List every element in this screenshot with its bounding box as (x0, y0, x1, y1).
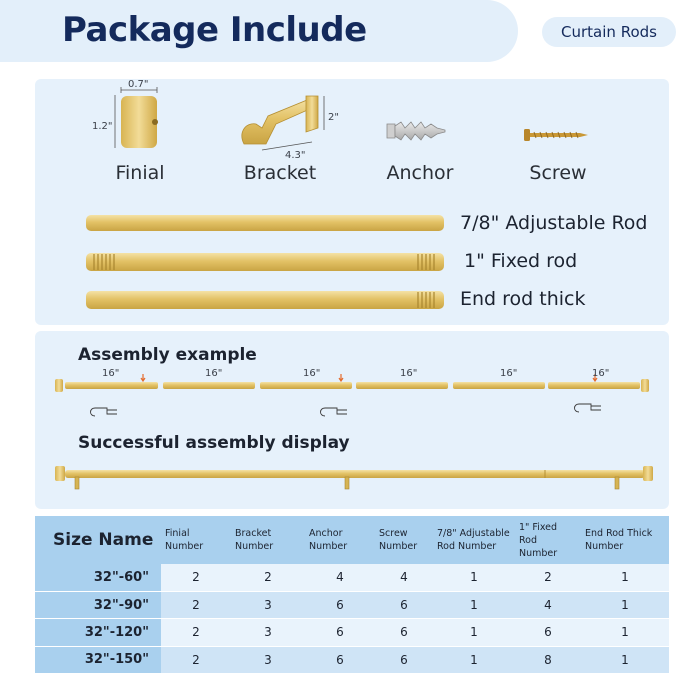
assembly-example-title: Assembly example (78, 345, 257, 365)
package-quantity-table (35, 516, 669, 674)
assembly-example-rods (55, 376, 655, 416)
adjustable-rod-label: 7/8" Adjustable Rod (460, 212, 648, 234)
anchor-image (385, 120, 451, 142)
table-cell: 2 (161, 591, 231, 618)
column-header: End Rod Thick Number (581, 516, 669, 564)
finial-height-dim: 1.2" (92, 121, 113, 132)
finial-image (105, 80, 175, 162)
table-cell: 3 (231, 591, 305, 618)
table-cell: 6 (375, 619, 433, 646)
fixed-rod-image (86, 251, 446, 273)
bracket-label: Bracket (243, 162, 317, 184)
table-cell: 3 (231, 646, 305, 673)
bracket-height-dim: 2" (328, 112, 339, 123)
size-cell: 32"-60" (35, 564, 161, 591)
column-header: Screw Number (375, 516, 433, 564)
table-cell: 2 (231, 564, 305, 591)
table-cell: 1 (581, 564, 669, 591)
segment-length-5: 16" (500, 368, 518, 379)
assembly-display-rod (55, 465, 655, 493)
column-header: Bracket Number (231, 516, 305, 564)
column-header: Anchor Number (305, 516, 375, 564)
table-cell: 2 (515, 564, 581, 591)
table-cell: 6 (375, 646, 433, 673)
column-header: 1" Fixed Rod Number (515, 516, 581, 564)
table-cell: 1 (581, 591, 669, 618)
end-rod-image (86, 289, 446, 311)
screw-label: Screw (529, 162, 587, 184)
table-cell: 6 (305, 646, 375, 673)
table-header-row (35, 516, 669, 564)
table-cell: 3 (231, 619, 305, 646)
table-row (35, 619, 669, 646)
table-cell: 6 (375, 591, 433, 618)
size-cell: 32"-90" (35, 591, 161, 618)
table-row (35, 646, 669, 673)
table-cell: 1 (433, 646, 515, 673)
table-cell: 1 (433, 619, 515, 646)
segment-length-1: 16" (102, 368, 120, 379)
table-cell: 4 (305, 564, 375, 591)
table-cell: 1 (581, 646, 669, 673)
segment-length-2: 16" (205, 368, 223, 379)
table-cell: 2 (161, 564, 231, 591)
table-cell: 4 (375, 564, 433, 591)
finial-width-dim: 0.7" (128, 79, 149, 90)
segment-length-3: 16" (303, 368, 321, 379)
table-cell: 2 (161, 646, 231, 673)
segment-length-4: 16" (400, 368, 418, 379)
fixed-rod-label: 1" Fixed rod (464, 250, 578, 272)
end-rod-label: End rod thick (460, 288, 586, 310)
bracket-depth-dim: 4.3" (285, 150, 306, 161)
table-cell: 1 (433, 591, 515, 618)
table-cell: 6 (305, 619, 375, 646)
table-cell: 6 (515, 619, 581, 646)
screw-image (522, 128, 590, 142)
column-header: Finial Number (161, 516, 231, 564)
page-title: Package Include (62, 10, 367, 50)
segment-length-6: 16" (592, 368, 610, 379)
size-cell: 32"-150" (35, 646, 161, 673)
table-cell: 1 (433, 564, 515, 591)
finial-label: Finial (115, 162, 165, 184)
table-row (35, 564, 669, 591)
adjustable-rod-image (86, 213, 446, 233)
size-name-header: Size Name (35, 516, 161, 564)
table-cell: 1 (581, 619, 669, 646)
table-cell: 2 (161, 619, 231, 646)
bracket-image (234, 92, 334, 162)
anchor-label: Anchor (386, 162, 454, 184)
assembly-display-title: Successful assembly display (78, 433, 350, 453)
table-cell: 8 (515, 646, 581, 673)
table-cell: 6 (305, 591, 375, 618)
size-cell: 32"-120" (35, 619, 161, 646)
table-cell: 4 (515, 591, 581, 618)
table-row (35, 591, 669, 618)
category-badge: Curtain Rods (542, 17, 676, 47)
column-header: 7/8" Adjustable Rod Number (433, 516, 515, 564)
